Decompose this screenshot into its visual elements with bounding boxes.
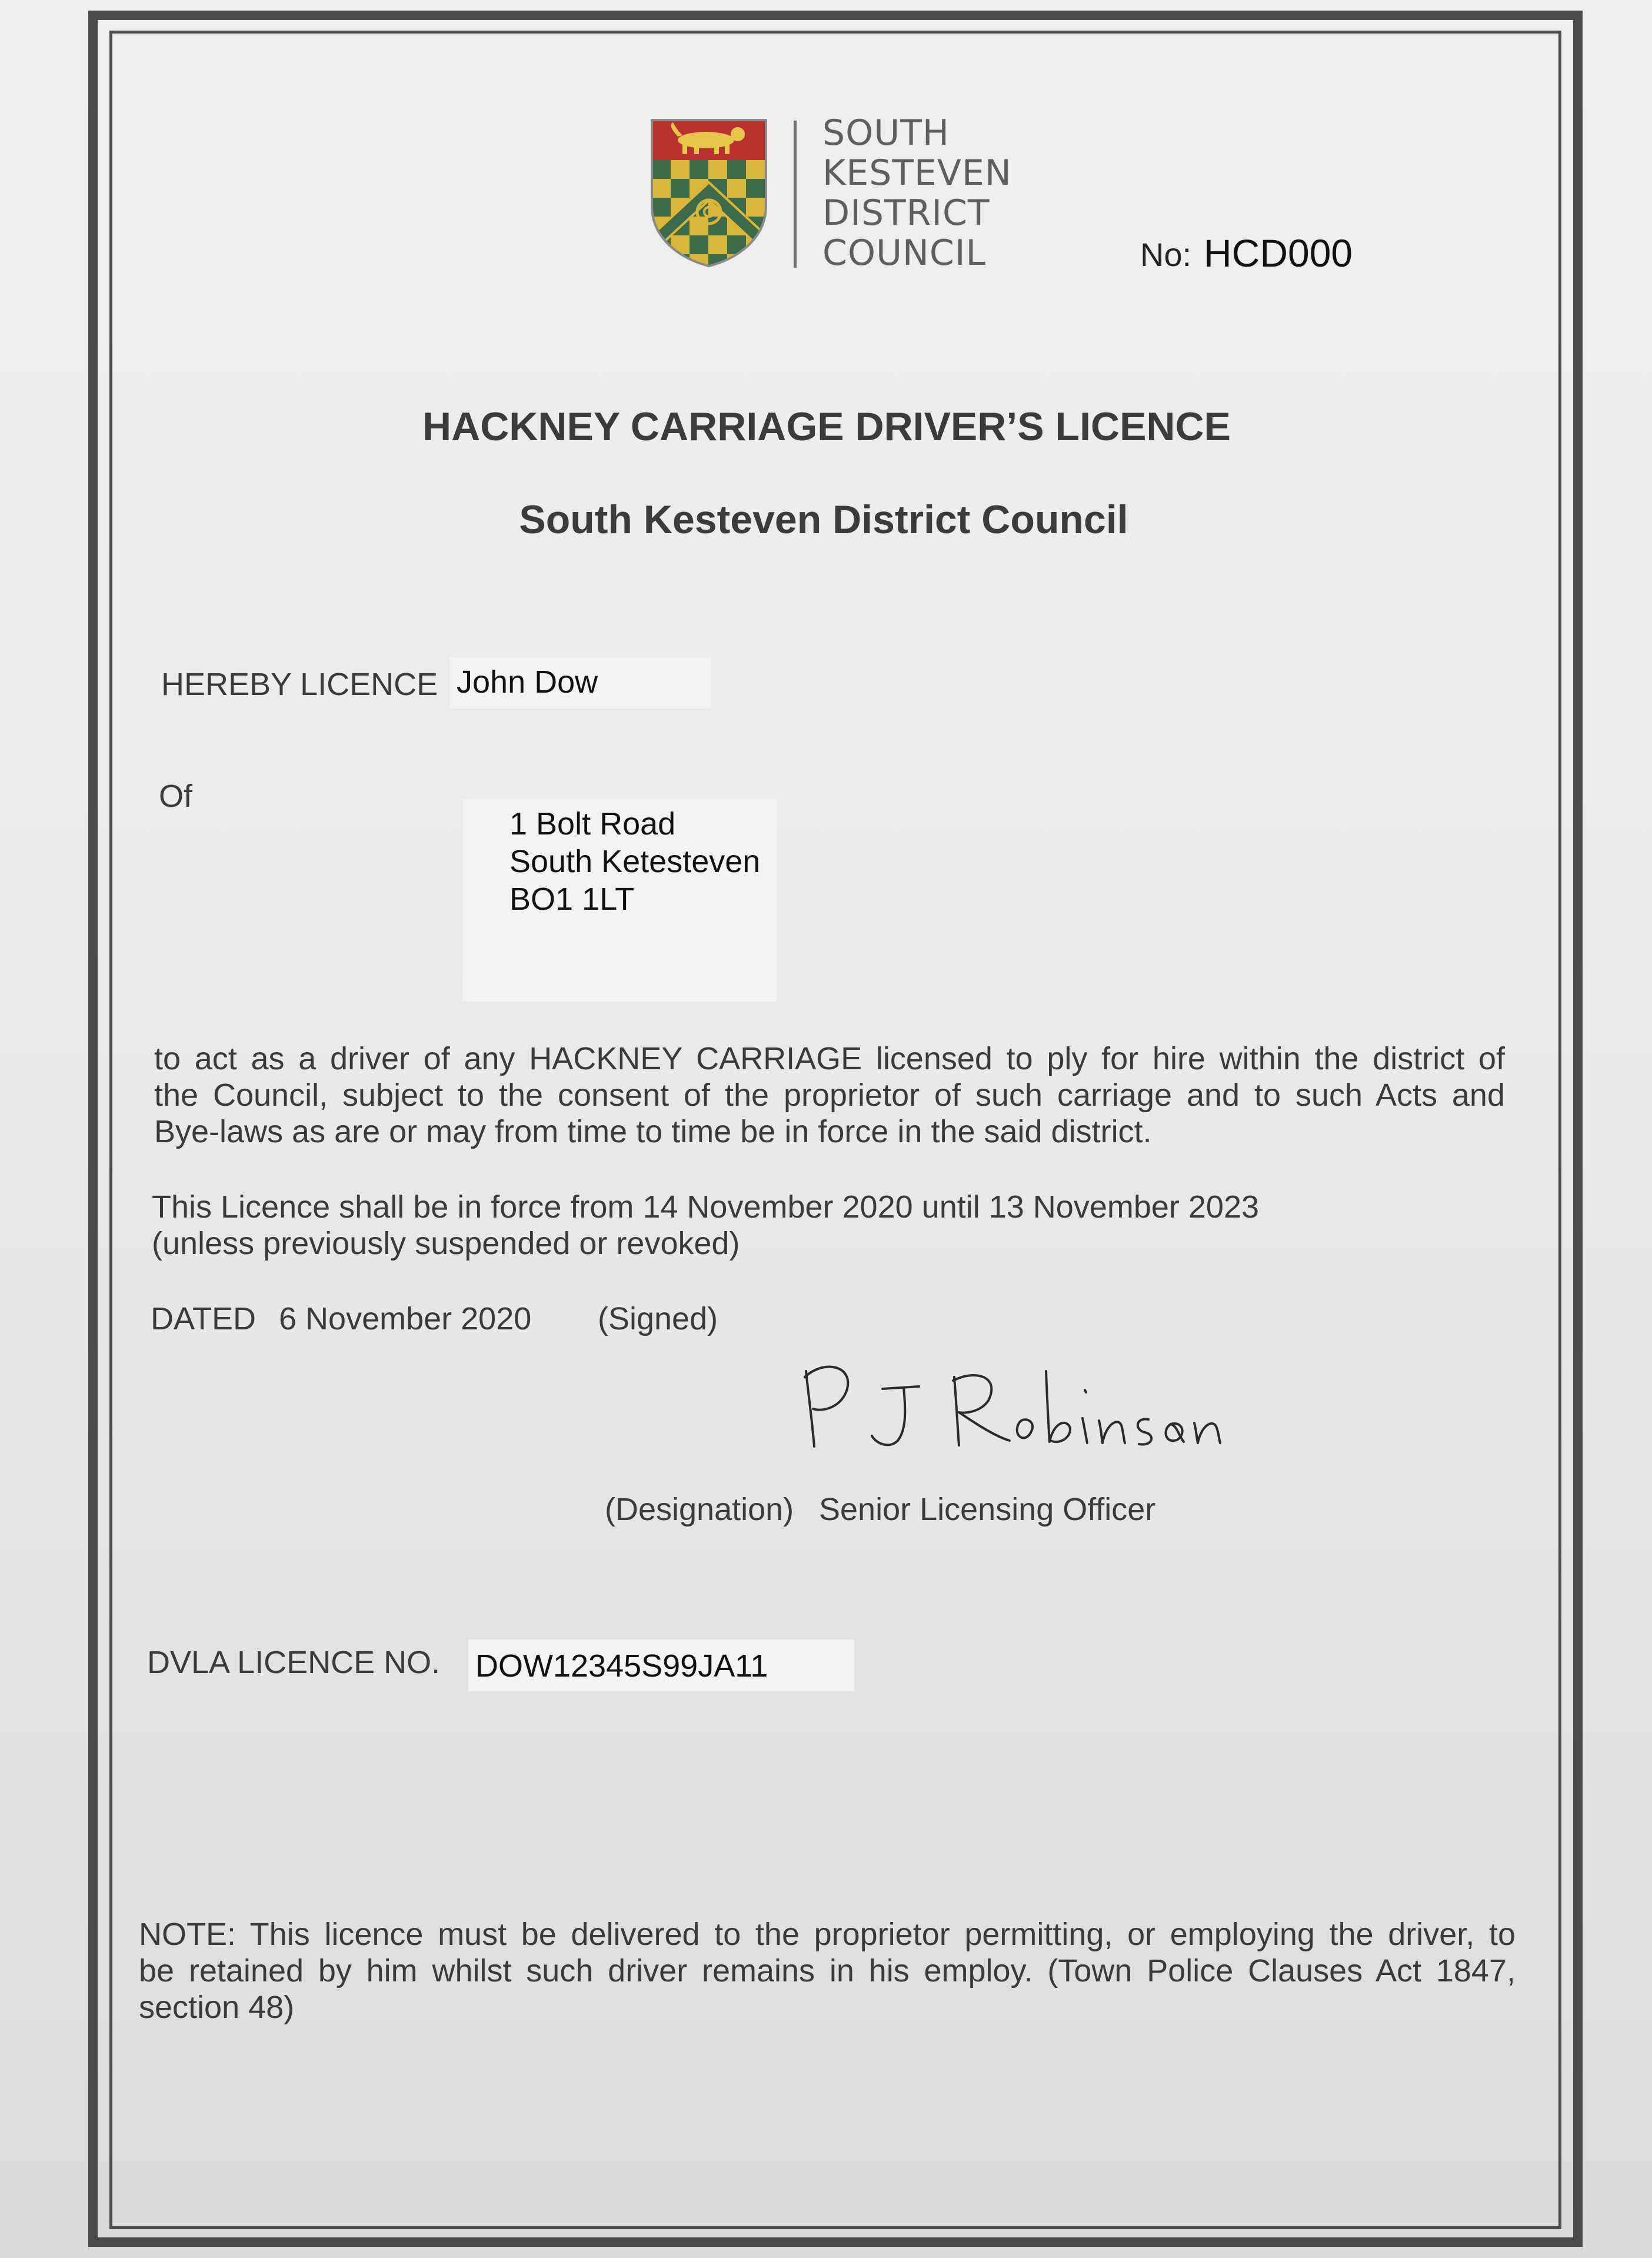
dated-date: 6 November 2020 bbox=[279, 1301, 532, 1336]
designation-value: Senior Licensing Officer bbox=[819, 1492, 1156, 1527]
address-label: Of bbox=[159, 779, 193, 814]
dvla-number: DOW12345S99JA11 bbox=[475, 1648, 768, 1684]
validity-paragraph bbox=[152, 1189, 1446, 1262]
licensee-name: John Dow bbox=[457, 664, 598, 700]
logo-divider bbox=[794, 121, 797, 268]
validity-line: (unless previously suspended or revoked) bbox=[152, 1226, 740, 1261]
address-line: 1 Bolt Road bbox=[509, 806, 676, 842]
dated-label: DATED bbox=[151, 1301, 257, 1336]
issuer-heading: South Kesteven District Council bbox=[519, 497, 1128, 542]
note-line: section 48) bbox=[139, 1990, 295, 2025]
address-line: BO1 1LT bbox=[509, 882, 635, 917]
dvla-label: DVLA LICENCE NO. bbox=[147, 1645, 441, 1680]
validity-line: This Licence shall be in force from 14 November 2020 until 13 November 2023 bbox=[152, 1189, 1260, 1225]
council-logo-wordmark bbox=[822, 113, 1012, 273]
signature-image bbox=[788, 1348, 1259, 1465]
document-title: HACKNEY CARRIAGE DRIVER’S LICENCE bbox=[422, 404, 1231, 449]
logo-line: KESTEVEN bbox=[822, 152, 1012, 194]
council-crest-icon bbox=[650, 118, 768, 268]
reference-number: HCD000 bbox=[1204, 231, 1353, 275]
logo-line: COUNCIL bbox=[822, 232, 986, 274]
signed-label: (Signed) bbox=[598, 1301, 718, 1336]
note-line: NOTE: This licence must be delivered to the proprietor permitting, or employing the driver, to bbox=[139, 1917, 1516, 1952]
designation-label: (Designation) bbox=[605, 1492, 794, 1527]
terms-line: Bye-laws as are or may from time to time be in force in the said district. bbox=[154, 1114, 1152, 1149]
address-line: South Ketesteven bbox=[509, 844, 761, 879]
terms-paragraph bbox=[154, 1040, 1505, 1150]
reference-label: No: bbox=[1140, 236, 1192, 273]
licensee-label: HEREBY LICENCE bbox=[161, 667, 438, 702]
note-line: be retained by him whilst such driver remains in his employ. (Town Police Clauses Act 1847, bbox=[139, 1953, 1516, 1988]
logo-line: DISTRICT bbox=[822, 192, 990, 234]
note-paragraph bbox=[139, 1916, 1516, 2026]
logo-line: SOUTH bbox=[822, 112, 950, 154]
terms-line: the Council, subject to the consent of the proprietor of such carriage and to such Acts and bbox=[154, 1078, 1505, 1113]
terms-line: to act as a driver of any HACKNEY CARRIAGE licensed to ply for hire within the district of bbox=[154, 1041, 1505, 1076]
address-block bbox=[509, 805, 760, 918]
